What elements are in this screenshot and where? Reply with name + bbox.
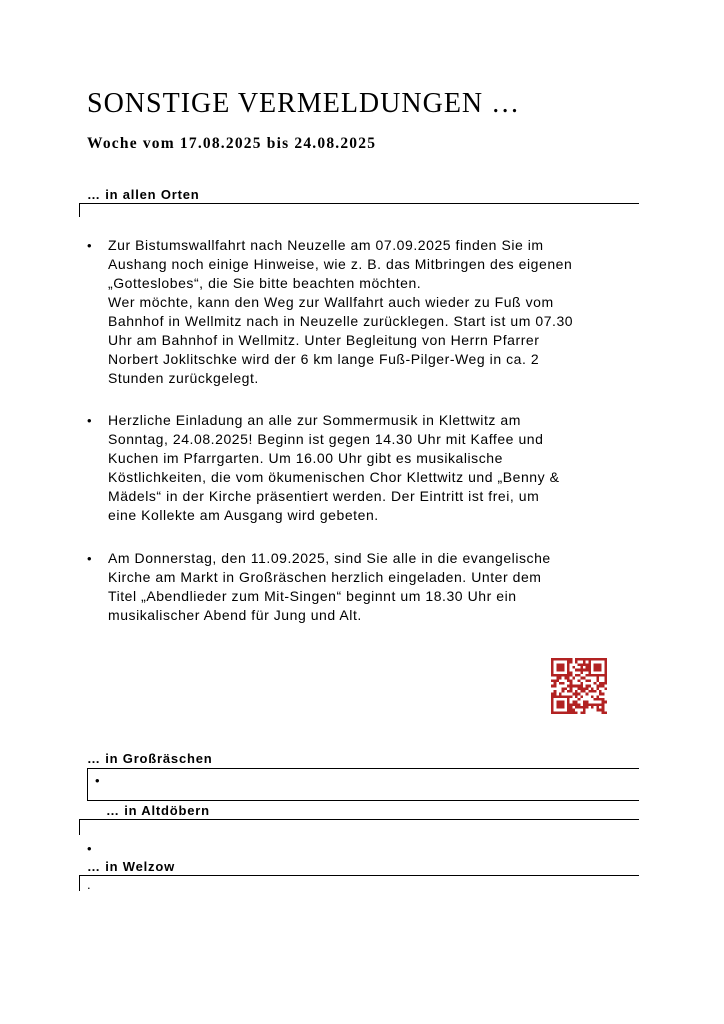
qr-module — [567, 679, 570, 682]
qr-module — [567, 685, 570, 688]
qr-module — [583, 661, 586, 664]
qr-module — [602, 658, 605, 661]
qr-module — [575, 661, 578, 664]
qr-module — [604, 679, 607, 682]
qr-module — [572, 685, 575, 688]
qr-module — [580, 706, 583, 709]
qr-module — [586, 669, 589, 672]
qr-module — [604, 661, 607, 664]
qr-module — [580, 669, 583, 672]
qr-module — [564, 658, 567, 661]
qr-module — [583, 687, 586, 690]
qr-module — [596, 669, 599, 672]
qr-module — [586, 693, 589, 696]
qr-module — [586, 706, 589, 709]
qr-module — [551, 693, 554, 696]
qr-module — [586, 663, 589, 666]
qr-module — [556, 703, 559, 706]
qr-module — [604, 687, 607, 690]
qr-module — [562, 658, 565, 661]
qr-code-icon — [551, 658, 607, 714]
qr-module — [567, 674, 570, 677]
qr-module — [559, 674, 562, 677]
section-heading-altdoebern: … in Altdöbern — [106, 803, 210, 818]
qr-module — [591, 658, 594, 661]
qr-module — [578, 669, 581, 672]
qr-module — [591, 687, 594, 690]
qr-module — [599, 690, 602, 693]
qr-module — [602, 703, 605, 706]
qr-module — [580, 671, 583, 674]
qr-module — [588, 679, 591, 682]
qr-module — [551, 698, 554, 701]
qr-module — [556, 677, 559, 680]
qr-module — [580, 682, 583, 685]
announcement-text: Zur Bistumswallfahrt nach Neuzelle am 07.09.2025 finden Sie im Aushang noch einige Hinweise, wie z. B. das Mitbringen des eigenen „Gotteslobes“, die Sie bitte beachten möchten. Wer möchte, kann den Weg zur Wallfahrt auch wieder zu Fuß vom Bahnhof in Wellmitz nach in Neuzelle zurücklegen. Start ist um 07.30 Uhr am Bahnhof in Wellmitz. Unter Begleitung von Herrn Pfarrer Norbert Joklitschke wird der 6 km lange Fuß-Pilger-Weg in ca. 2 Stunden zurückgelegt. — [108, 237, 574, 386]
qr-module — [599, 674, 602, 677]
qr-module — [599, 709, 602, 712]
qr-module — [580, 687, 583, 690]
qr-module — [578, 706, 581, 709]
qr-module — [556, 666, 559, 669]
qr-module — [604, 663, 607, 666]
qr-module — [551, 703, 554, 706]
qr-module — [588, 663, 591, 666]
qr-module — [591, 706, 594, 709]
qr-module — [575, 695, 578, 698]
qr-module — [578, 663, 581, 666]
qr-module — [583, 663, 586, 666]
qr-module — [596, 687, 599, 690]
qr-module — [556, 695, 559, 698]
qr-module — [570, 682, 573, 685]
qr-module — [559, 695, 562, 698]
qr-module — [580, 685, 583, 688]
qr-module — [559, 666, 562, 669]
qr-module — [596, 663, 599, 666]
qr-module — [594, 698, 597, 701]
qr-module — [602, 674, 605, 677]
qr-module — [588, 671, 591, 674]
qr-module — [580, 695, 583, 698]
qr-module — [583, 706, 586, 709]
qr-module — [559, 663, 562, 666]
qr-module — [578, 687, 581, 690]
qr-module — [596, 658, 599, 661]
qr-module — [562, 690, 565, 693]
announcement-text: Am Donnerstag, den 11.09.2025, sind Sie alle in die evangelische Kirche am Markt in Großräschen herzlich eingeladen. Unter dem Titel „Abendlieder zum Mit-Singen“ beginnt um 18.30 Uhr ein musikalischer Abend für Jung und Alt. — [108, 550, 551, 623]
qr-module — [570, 687, 573, 690]
qr-module — [551, 701, 554, 704]
qr-module — [599, 682, 602, 685]
qr-module — [559, 711, 562, 714]
qr-module — [570, 709, 573, 712]
qr-module — [556, 701, 559, 704]
section-rule-tick — [79, 875, 80, 891]
qr-module — [570, 674, 573, 677]
qr-module — [567, 695, 570, 698]
qr-module — [575, 658, 578, 661]
qr-module — [602, 682, 605, 685]
qr-module — [586, 701, 589, 704]
qr-module — [562, 666, 565, 669]
bullet-icon: • — [87, 551, 93, 566]
qr-module — [591, 703, 594, 706]
section-rule — [79, 875, 639, 876]
qr-module — [602, 685, 605, 688]
qr-module — [554, 711, 557, 714]
qr-module — [570, 706, 573, 709]
section-rule-tick — [79, 819, 80, 835]
qr-module — [588, 690, 591, 693]
qr-module — [588, 703, 591, 706]
qr-module — [596, 685, 599, 688]
qr-module — [599, 685, 602, 688]
qr-module — [570, 671, 573, 674]
qr-module — [599, 698, 602, 701]
qr-module — [591, 674, 594, 677]
qr-module — [602, 709, 605, 712]
qr-module — [583, 690, 586, 693]
qr-module — [580, 663, 583, 666]
qr-module — [559, 682, 562, 685]
qr-module — [567, 709, 570, 712]
qr-module — [580, 711, 583, 714]
qr-module — [602, 711, 605, 714]
qr-module — [570, 703, 573, 706]
qr-module — [604, 669, 607, 672]
qr-module — [562, 711, 565, 714]
qr-module — [551, 706, 554, 709]
qr-module — [580, 690, 583, 693]
qr-module — [559, 701, 562, 704]
qr-module — [570, 690, 573, 693]
qr-module — [596, 698, 599, 701]
bullet-icon: • — [87, 238, 93, 253]
qr-module — [567, 698, 570, 701]
qr-module — [554, 685, 557, 688]
qr-module — [596, 703, 599, 706]
qr-module — [586, 703, 589, 706]
qr-module — [559, 669, 562, 672]
qr-module — [594, 674, 597, 677]
qr-module — [562, 695, 565, 698]
qr-module — [596, 677, 599, 680]
qr-module — [604, 677, 607, 680]
qr-module — [572, 693, 575, 696]
qr-module — [564, 695, 567, 698]
qr-module — [583, 701, 586, 704]
qr-module — [578, 685, 581, 688]
qr-module — [575, 690, 578, 693]
qr-module — [594, 669, 597, 672]
section-rule — [79, 819, 639, 820]
page-title: SONSTIGE VERMELDUNGEN … — [87, 88, 521, 119]
qr-module — [567, 661, 570, 664]
qr-module — [599, 693, 602, 696]
qr-module — [572, 666, 575, 669]
qr-module — [554, 682, 557, 685]
qr-module — [551, 685, 554, 688]
qr-module — [586, 674, 589, 677]
qr-module — [559, 677, 562, 680]
qr-module — [602, 706, 605, 709]
qr-module — [559, 693, 562, 696]
qr-module — [586, 687, 589, 690]
qr-module — [567, 671, 570, 674]
qr-module — [578, 679, 581, 682]
qr-module — [554, 658, 557, 661]
qr-module — [596, 706, 599, 709]
qr-module — [564, 674, 567, 677]
qr-module — [572, 677, 575, 680]
section-rule-tick — [79, 203, 80, 217]
qr-module — [567, 677, 570, 680]
bullet-icon: • — [87, 413, 93, 428]
qr-module — [567, 706, 570, 709]
qr-module — [554, 674, 557, 677]
qr-module — [586, 679, 589, 682]
qr-module — [562, 701, 565, 704]
qr-module — [596, 666, 599, 669]
section-heading-welzow: … in Welzow — [87, 859, 176, 874]
qr-module — [551, 666, 554, 669]
qr-module — [570, 679, 573, 682]
qr-module — [580, 666, 583, 669]
qr-module — [575, 706, 578, 709]
qr-module — [575, 711, 578, 714]
qr-module — [591, 690, 594, 693]
qr-module — [556, 669, 559, 672]
qr-module — [572, 701, 575, 704]
section-rule — [79, 203, 639, 204]
qr-module — [556, 711, 559, 714]
section-rule — [87, 768, 639, 769]
qr-module — [562, 703, 565, 706]
qr-module — [572, 709, 575, 712]
qr-module — [583, 677, 586, 680]
section-rule-tick — [87, 768, 88, 800]
qr-module — [551, 711, 554, 714]
week-range: Woche vom 17.08.2025 bis 24.08.2025 — [87, 135, 377, 152]
qr-module — [575, 669, 578, 672]
qr-module — [562, 669, 565, 672]
bullet-icon: • — [95, 773, 100, 788]
qr-module — [556, 679, 559, 682]
qr-module — [583, 669, 586, 672]
qr-module — [583, 709, 586, 712]
qr-module — [567, 658, 570, 661]
qr-module — [588, 658, 591, 661]
qr-module — [580, 658, 583, 661]
qr-module — [586, 685, 589, 688]
qr-module — [599, 703, 602, 706]
qr-module — [583, 658, 586, 661]
qr-module — [562, 663, 565, 666]
qr-module — [570, 711, 573, 714]
qr-module — [596, 679, 599, 682]
qr-module — [564, 677, 567, 680]
qr-module — [567, 669, 570, 672]
qr-module — [594, 666, 597, 669]
qr-module — [594, 682, 597, 685]
qr-module — [599, 666, 602, 669]
qr-module — [554, 690, 557, 693]
qr-module — [604, 682, 607, 685]
qr-module — [570, 685, 573, 688]
qr-module — [572, 711, 575, 714]
qr-module — [578, 693, 581, 696]
qr-module — [583, 711, 586, 714]
qr-module — [575, 674, 578, 677]
qr-module — [588, 669, 591, 672]
qr-module — [575, 693, 578, 696]
qr-module — [567, 703, 570, 706]
qr-module — [575, 703, 578, 706]
qr-module — [604, 674, 607, 677]
qr-module — [567, 666, 570, 669]
qr-module — [562, 687, 565, 690]
qr-module — [570, 695, 573, 698]
qr-module — [588, 685, 591, 688]
qr-module — [588, 666, 591, 669]
qr-module — [562, 674, 565, 677]
qr-module — [551, 695, 554, 698]
qr-module — [564, 711, 567, 714]
qr-module — [554, 693, 557, 696]
qr-module — [596, 709, 599, 712]
qr-module — [575, 701, 578, 704]
qr-module — [554, 679, 557, 682]
qr-module — [594, 658, 597, 661]
qr-module — [551, 663, 554, 666]
qr-module — [604, 666, 607, 669]
qr-module — [567, 663, 570, 666]
qr-module — [554, 695, 557, 698]
qr-module — [604, 671, 607, 674]
qr-module — [602, 693, 605, 696]
qr-module — [572, 703, 575, 706]
qr-module — [578, 674, 581, 677]
qr-module — [578, 658, 581, 661]
qr-module — [570, 661, 573, 664]
announcement-text: Herzliche Einladung an alle zur Sommermusik in Klettwitz am Sonntag, 24.08.2025! Beginn ist gegen 14.30 Uhr mit Kaffee und Kuchen im Pfarrgarten. Um 16.00 Uhr gibt es musikalische Köstlichkeiten, die vom ökumenischen Chor Klettwitz und „Benny & Mädels“ in der Kirche präsentiert werden. Der Eintritt ist frei, um eine Kollekte am Ausgang wird gebeten. — [108, 412, 560, 523]
qr-module — [594, 663, 597, 666]
qr-module — [551, 658, 554, 661]
qr-module — [604, 701, 607, 704]
qr-module — [596, 695, 599, 698]
qr-module — [596, 674, 599, 677]
qr-module — [551, 661, 554, 664]
qr-module — [578, 703, 581, 706]
qr-module — [551, 674, 554, 677]
qr-module — [567, 690, 570, 693]
qr-module — [594, 703, 597, 706]
section-rule — [87, 800, 639, 801]
qr-module — [559, 706, 562, 709]
qr-module — [602, 698, 605, 701]
qr-module — [556, 706, 559, 709]
qr-module — [551, 709, 554, 712]
qr-module — [578, 698, 581, 701]
trailing-mark: . — [87, 877, 91, 892]
qr-module — [588, 661, 591, 664]
qr-module — [559, 658, 562, 661]
qr-module — [556, 658, 559, 661]
qr-module — [567, 701, 570, 704]
qr-module — [551, 679, 554, 682]
qr-module — [588, 674, 591, 677]
qr-module — [556, 663, 559, 666]
section-heading-grossraeschen: … in Großräschen — [87, 751, 213, 766]
qr-module — [562, 682, 565, 685]
section-heading-all-places: … in allen Orten — [87, 187, 200, 202]
qr-module — [556, 674, 559, 677]
qr-module — [599, 669, 602, 672]
qr-module — [583, 703, 586, 706]
qr-module — [604, 711, 607, 714]
qr-module — [575, 685, 578, 688]
qr-module — [559, 703, 562, 706]
qr-module — [580, 677, 583, 680]
qr-module — [594, 690, 597, 693]
qr-module — [567, 711, 570, 714]
qr-module — [551, 669, 554, 672]
qr-module — [599, 658, 602, 661]
qr-module — [564, 687, 567, 690]
qr-module — [599, 663, 602, 666]
qr-module — [586, 658, 589, 661]
qr-module — [570, 658, 573, 661]
qr-module — [591, 695, 594, 698]
bullet-icon: • — [87, 841, 92, 856]
qr-module — [602, 701, 605, 704]
qr-module — [551, 671, 554, 674]
qr-module — [562, 706, 565, 709]
qr-module — [586, 666, 589, 669]
qr-module — [604, 658, 607, 661]
